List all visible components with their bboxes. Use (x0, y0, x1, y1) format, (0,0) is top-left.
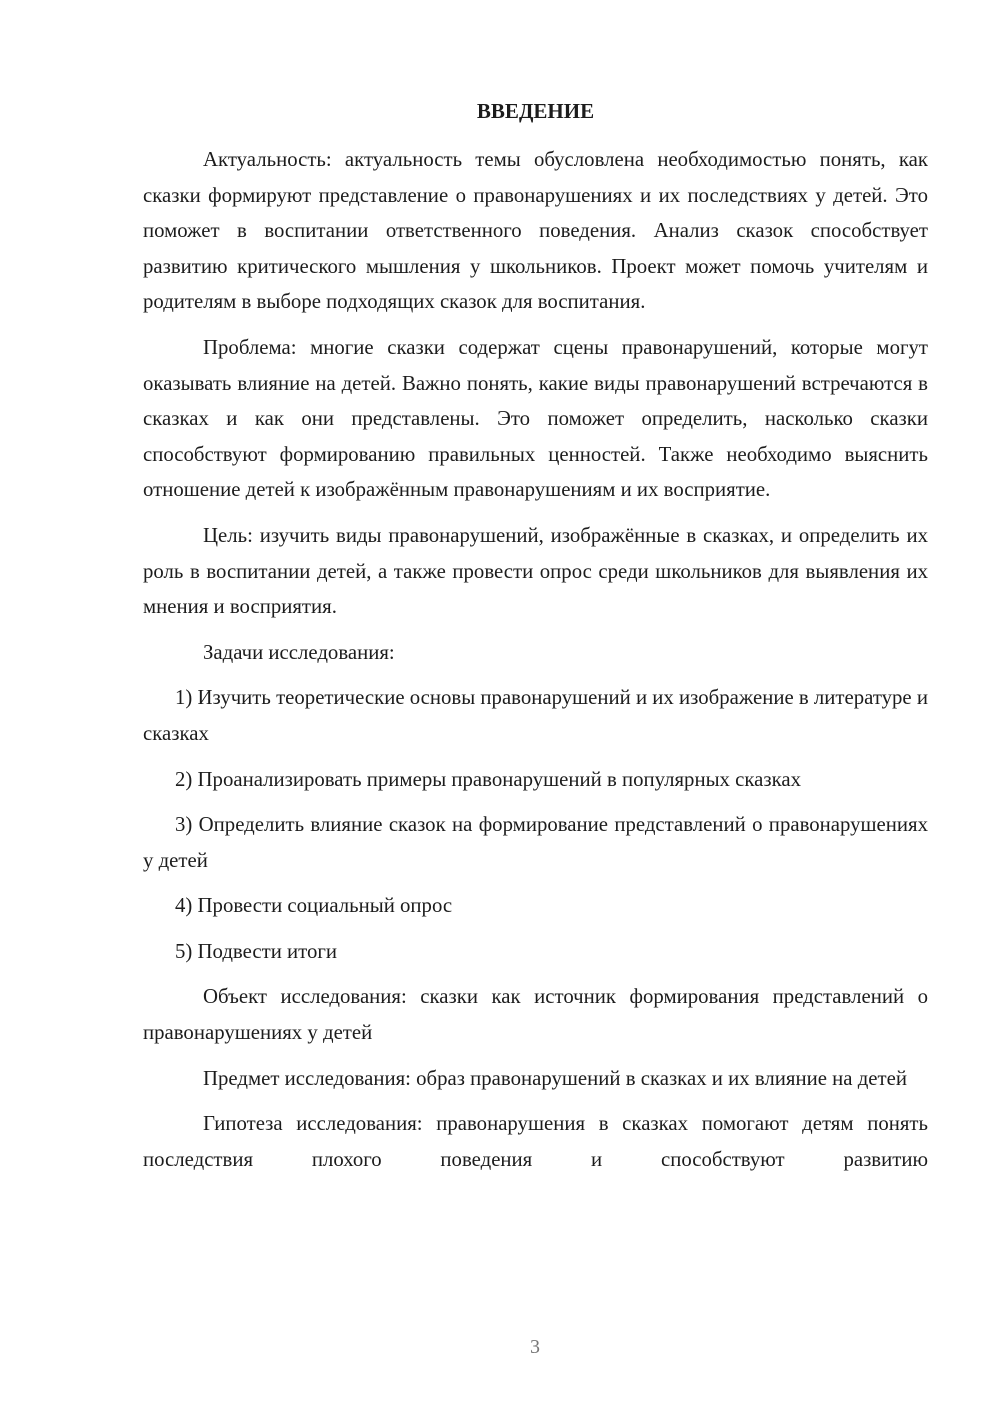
task-item-3: 3) Определить влияние сказок на формирование представлений о правонарушениях у детей (143, 813, 928, 872)
problem-paragraph: Проблема: многие сказки содержат сцены правонарушений, которые могут оказывать влияние на детей. Важно понять, какие виды правонарушений встречаются в сказках и как они представлены. Это поможет определить, насколько сказки способствуют формированию правильных ценностей. Также необходимо выяснить отношение детей к изображённым правонарушениям и их восприятие. (143, 335, 928, 502)
task-item-1: 1) Изучить теоретические основы правонарушений и их изображение в литературе и сказках (143, 686, 928, 745)
goal-paragraph: Цель: изучить виды правонарушений, изображённые в сказках, и определить их роль в воспитании детей, а также провести опрос среди школьников для выявления их мнения и восприятия. (143, 523, 928, 619)
hypothesis-paragraph: Гипотеза исследования: правонарушения в сказках помогают детям понять последствия плохого поведения и способствуют развитию (143, 1112, 928, 1171)
task-item-5: 5) Подвести итоги (175, 939, 338, 963)
page-title: ВВЕДЕНИЕ (476, 99, 595, 123)
subject-paragraph: Предмет исследования: образ правонарушений в сказках и их влияние на детей (203, 1066, 907, 1090)
task-item-2: 2) Проанализировать примеры правонарушений в популярных сказках (175, 767, 802, 791)
document-body (143, 142, 928, 1177)
tasks-heading: Задачи исследования: (203, 640, 395, 664)
object-paragraph: Объект исследования: сказки как источник формирования представлений о правонарушениях у детей (143, 985, 928, 1045)
page-number: 3 (530, 1336, 540, 1358)
relevance-paragraph: Актуальность: актуальность темы обусловлена необходимостью понять, как сказки формируют представление о правонарушениях и их последствиях у детей. Это поможет в воспитании ответственного поведения. Анализ сказок способствует развитию критического мышления у школьников. Проект может помочь учителям и родителям в выборе подходящих сказок для воспитания. (143, 148, 928, 314)
task-item-4: 4) Провести социальный опрос (175, 894, 453, 918)
